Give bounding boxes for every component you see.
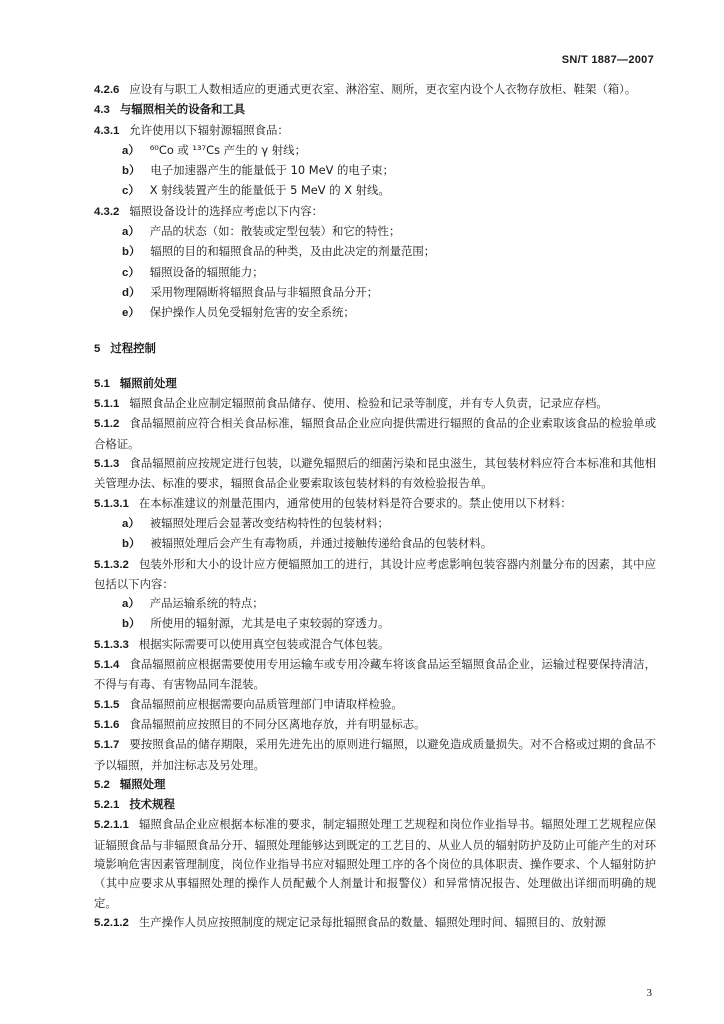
- clause-paragraph: [94, 414, 656, 454]
- section-heading: [94, 374, 656, 394]
- clause-text: 过程控制: [110, 340, 156, 355]
- page-number: 3: [646, 987, 652, 999]
- clause-text: 食品辐照前应根据需要使用专用运输车或专用冷藏车将该食品运至辐照食品企业，运输过程要保持清洁，不得与有毒、有害物品同车混装。: [94, 657, 656, 692]
- section-heading: [94, 100, 656, 120]
- clause-text: X 射线装置产生的能量低于 5 MeV 的 X 射线。: [149, 183, 390, 198]
- clause-number: 5.1.4: [94, 659, 120, 672]
- list-item: [94, 161, 656, 181]
- clause-number: 5.2: [94, 778, 110, 791]
- clause-number: 5.1.3: [94, 458, 120, 471]
- clause-text: 所使用的辐射源，尤其是电子束较弱的穿透力。: [150, 616, 390, 631]
- clause-text: 包装外形和大小的设计应方便辐照加工的进行，其设计应考虑影响包装容器内剂量分布的因素，其中应包括以下内容：: [94, 556, 656, 591]
- clause-paragraph: [94, 635, 656, 655]
- clause-text: 保护操作人员免受辐射危害的安全系统；: [149, 305, 355, 320]
- list-item: [94, 303, 656, 323]
- clause-number: c）: [122, 185, 140, 198]
- clause-number: b）: [122, 618, 141, 631]
- clause-number: 4.3.2: [94, 205, 120, 218]
- clause-paragraph: [94, 555, 656, 595]
- clause-number: 5.1.3.2: [94, 558, 129, 571]
- clause-number: 4.2.6: [94, 84, 120, 96]
- clause-number: b）: [122, 538, 141, 551]
- clause-number: 5.1.6: [94, 718, 120, 731]
- clause-text: 辐照的目的和辐照食品的种类，及由此决定的剂量范围；: [150, 244, 436, 259]
- clause-number: b）: [122, 165, 141, 178]
- clause-text: 根据实际需要可以使用真空包装或混合气体包装。: [138, 636, 390, 651]
- clause-paragraph: [94, 695, 656, 715]
- clause-number: 5.2.1: [94, 799, 120, 812]
- clause-text: 辐照食品企业应制定辐照前食品储存、使用、检验和记录等制度，并有专人负责，记录应存档。: [129, 396, 608, 411]
- clause-text: 食品辐照前应根据需要向品质管理部门申请取样检验。: [129, 696, 403, 711]
- list-item: [94, 181, 656, 201]
- clause-text: 与辐照相关的设备和工具: [119, 102, 246, 117]
- clause-text: 产品的状态（如：散装或定型包装）和它的特性；: [149, 224, 401, 239]
- clause-number: 4.3.1: [94, 124, 120, 137]
- clause-text: 应设有与职工人数相适应的更通式更衣室、淋浴室、厕所，更衣室内设个人衣物存放柜、鞋架（箱）。: [129, 82, 637, 96]
- clause-text: 食品辐照前应按照目的不同分区离地存放，并有明显标志。: [129, 716, 426, 731]
- clause-number: 5.2.1.2: [94, 916, 129, 929]
- clause-number: a）: [122, 144, 140, 157]
- clause-paragraph: [94, 494, 656, 514]
- list-item: [94, 283, 656, 303]
- clause-text: 要按照食品的储存期限，采用先进先出的原则进行辐照，以避免造成质量损失。对不合格或过期的食品不予以辐照，并加注标志及另处理。: [94, 737, 656, 772]
- clause-text: 产品运输系统的特点；: [149, 596, 264, 611]
- clause-number: a）: [122, 517, 140, 530]
- list-item: [94, 514, 656, 534]
- clause-number: 5.1.7: [94, 739, 120, 752]
- list-item: [94, 594, 656, 614]
- clause-number: a）: [122, 226, 140, 239]
- clause-number: a）: [122, 598, 140, 611]
- section-gap: [94, 324, 656, 339]
- clause-number: d）: [122, 286, 141, 299]
- clause-number: e）: [122, 307, 140, 320]
- clause-text: 生产操作人员应按照制度的规定记录每批辐照食品的数量、辐照处理时间、辐照目的、放射源: [138, 914, 606, 929]
- clause-paragraph: [94, 454, 656, 494]
- clause-text: 被辐照处理后会产生有毒物质，并通过接触传递给食品的包装材料。: [150, 536, 493, 551]
- clause-text: 电子加速器产生的能量低于 10 MeV 的电子束；: [150, 163, 394, 178]
- clause-paragraph: [94, 715, 656, 735]
- list-item: [94, 534, 656, 554]
- standard-code-header: SN/T 1887—2007: [561, 54, 654, 66]
- clause-number: 5.1: [94, 377, 110, 390]
- list-item: [94, 242, 656, 262]
- clause-text: 采用物理隔断将辐照食品与非辐照食品分开；: [150, 284, 379, 299]
- clause-number: 5.1.2: [94, 418, 120, 431]
- clause-text: 允许使用以下辐射源辐照食品：: [129, 122, 289, 137]
- clause-number: 5.1.3.1: [94, 497, 129, 510]
- clause-text: 辐照设备设计的选择应考虑以下内容：: [129, 203, 323, 218]
- clause-number: c）: [122, 266, 140, 279]
- clause-text: 辐照食品企业应根据本标准的要求，制定辐照处理工艺规程和岗位作业指导书。辐照处理工艺规程应保证辐照食品与非辐照食品分开、辐照处理能够达到既定的工艺目的、从业人员的辐射防护及防止可能产生的对环境影响危害因素管理制度，岗位作业指导书应对辐照处理工序的各个岗位的具体职责、操作要求、个人辐射防护（其中应要求从事辐照处理的操作人员配戴个人剂量计和报警仪）和异常情况报告、处理做出详细而明确的规定。: [94, 817, 656, 910]
- clause-paragraph: [94, 121, 656, 141]
- section-heading: [94, 339, 656, 359]
- clause-paragraph: [94, 394, 656, 414]
- clause-text: 辐照设备的辐照能力；: [149, 264, 264, 279]
- clause-number: 5.1.5: [94, 698, 120, 711]
- clause-text: ⁶⁰Co 或 ¹³⁷Cs 产生的 γ 射线；: [149, 142, 306, 157]
- clause-text: 辐照处理: [119, 776, 166, 791]
- clause-number: 5.1.1: [94, 398, 120, 411]
- clause-paragraph: [94, 913, 656, 933]
- clause-number: 4.3: [94, 104, 110, 117]
- section-gap: [94, 359, 656, 374]
- clause-text: 辐照前处理: [119, 375, 177, 390]
- clause-number: 5.1.3.3: [94, 638, 129, 651]
- clause-paragraph: [94, 815, 656, 912]
- clause-text: 在本标准建议的剂量范围内，通常使用的包装材料是符合要求的。禁止使用以下材料：: [138, 495, 572, 510]
- list-item: [94, 222, 656, 242]
- clause-text: 被辐照处理后会显著改变结构特性的包装材料；: [149, 515, 389, 530]
- clause-text: 食品辐照前应符合相关食品标准，辐照食品企业应向提供需进行辐照的食品的企业索取该食品的检验单或合格证。: [94, 416, 656, 451]
- clause-number: b）: [122, 246, 141, 259]
- clause-number: 5.2.1.1: [94, 819, 129, 832]
- section-heading: [94, 775, 656, 795]
- clause-paragraph: [94, 80, 656, 100]
- document-body: [94, 80, 656, 933]
- clause-text: 技术规程: [129, 797, 175, 812]
- list-item: [94, 263, 656, 283]
- clause-paragraph: [94, 202, 656, 222]
- section-heading: [94, 795, 656, 815]
- list-item: [94, 614, 656, 634]
- clause-paragraph: [94, 735, 656, 775]
- clause-paragraph: [94, 655, 656, 695]
- clause-text: 食品辐照前应按规定进行包装，以避免辐照后的细菌污染和昆虫滋生，其包装材料应符合本标准和其他相关管理办法、标准的要求，辐照食品企业要索取该包装材料的有效检验报告单。: [94, 456, 656, 491]
- list-item: [94, 141, 656, 161]
- clause-number: 5: [94, 342, 101, 355]
